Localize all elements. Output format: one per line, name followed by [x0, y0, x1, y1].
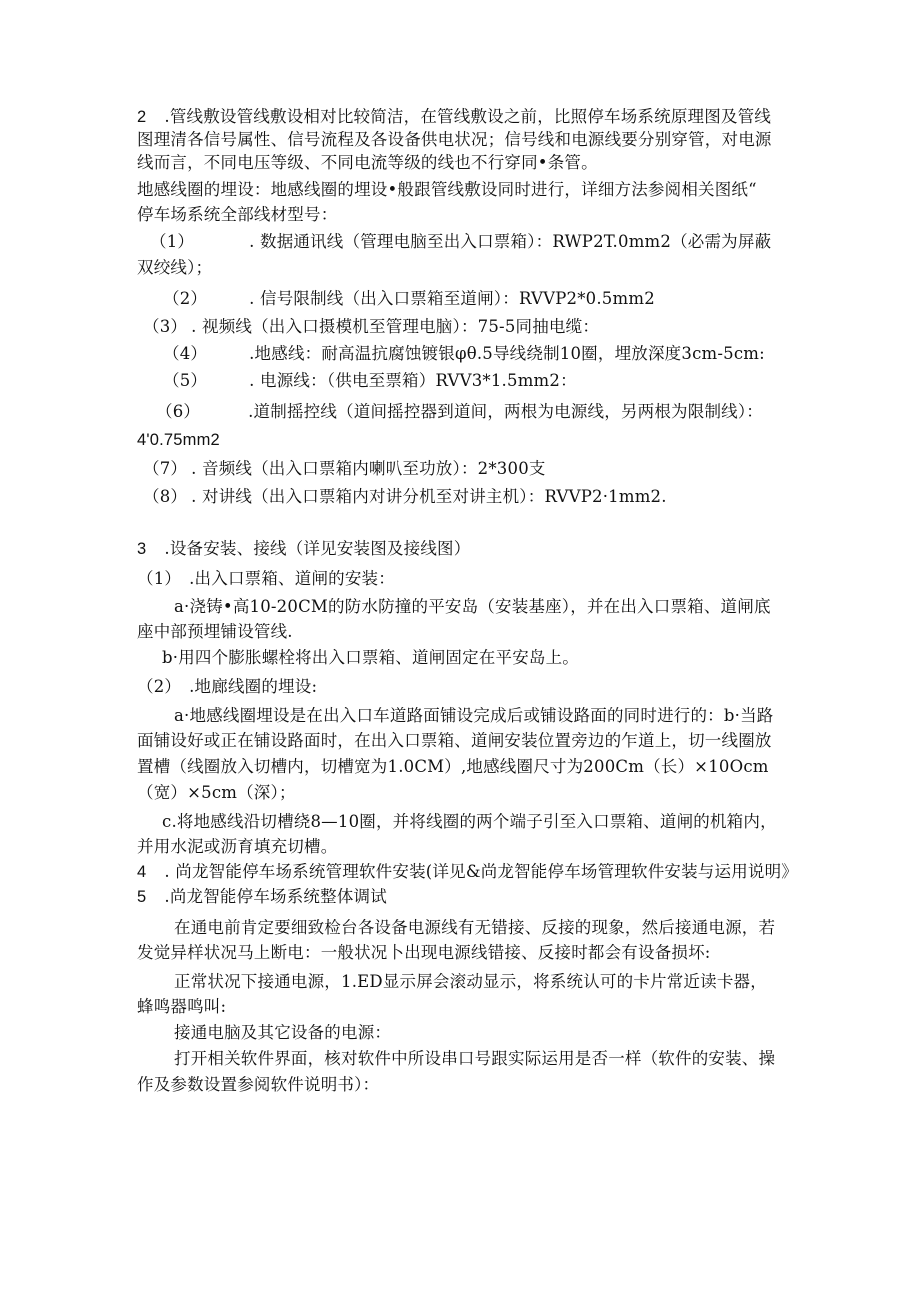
cable-item-5: （5） . 电源线：（供电至票箱）RVV3*1.5mm2：: [163, 371, 577, 390]
paragraph-line: 正常状况下接通电源，1.ED显示屏会滚动显示，将系统认可的卡片常近读卡器，: [174, 972, 767, 991]
paragraph-line: 蜂鸣器鸣叫:: [137, 997, 227, 1016]
section-2-heading: 2 .管线敷设管线敷设相对比较简洁，在管线敷设之前，比照停车场系统原理图及管线: [137, 107, 772, 126]
paragraph-line: 停车场系统全部线材型号：: [137, 205, 338, 224]
paragraph-line: 4'0.75mm2: [137, 431, 220, 449]
cable-item-2: （2） . 信号限制线（出入口票箱至道闸）：RVVP2*0.5mm2: [163, 289, 655, 308]
cable-item-7: （7） . 音频线（出入口票箱内喇叭至功放）：2*300支: [143, 459, 546, 478]
cable-item-3: （3） . 视频线（出入口摄模机至管理电脑）：75-5同抽电缆：: [143, 317, 600, 336]
paragraph-line: 发觉异样状况马上断电：一般状况卜出现电源线错接、反接时都会有设备损坏:: [137, 943, 711, 962]
paragraph-line: （宽）×5cm（深）；: [137, 783, 296, 802]
paragraph-line: 置槽（线圈放入切槽内，切槽宽为1.0CM）,地感线圈尺寸为200Cm（长）×10Ocm: [137, 757, 769, 776]
paragraph-line: 双绞线）；: [137, 258, 213, 277]
paragraph-line: 座中部预埋铺设管线.: [137, 622, 293, 641]
paragraph-line: 地感线圈的埋设：地感线圈的埋设•般跟管线敷设同时进行，详细方法参阅相关图纸“: [137, 180, 757, 199]
cable-item-4: （4） .地感线：耐高温抗腐蚀镀银φθ.5导线绕制10圈，埋放深度3cm-5cm:: [163, 344, 765, 363]
paragraph-line: a·地感线圈埋设是在出入口车道路面铺设完成后或铺设路面的同时进行的：b·当路: [174, 706, 774, 725]
paragraph-line: b·用四个膨胀螺栓将出入口票箱、道闸固定在平安岛上。: [162, 648, 580, 667]
cable-item-8: （8） . 对讲线（出入口票箱内对讲分机至对讲主机）：RVVP2·1mm2.: [143, 487, 667, 506]
section-5-heading: 5 .尚龙智能停车场系统整体调试: [137, 887, 387, 906]
paragraph-line: 在通电前肯定要细致检台各设备电源线有无错接、反接的现象，然后接通电源，若: [174, 918, 776, 937]
subsection-2-heading: （2） .地廊线圈的埋设:: [137, 677, 318, 696]
paragraph-line: 作及参数设置参阅软件说明书）：: [137, 1075, 380, 1094]
subsection-1-heading: （1） .出入口票箱、道闸的安装：: [137, 569, 395, 588]
paragraph-line: 打开相关软件界面，核对软件中所设串口号跟实际运用是否一样（软件的安装、操: [174, 1049, 776, 1068]
paragraph-line: a·浇铸•高10-20CM的防水防撞的平安岛（安装基座），并在出入口票箱、道闸底: [174, 597, 771, 616]
section-3-heading: 3 .设备安装、接线（详见安装图及接线图）: [137, 539, 471, 558]
paragraph-line: 图理清各信号属性、信号流程及各设备供电状况；信号线和电源线要分别穿管，对电源: [137, 130, 772, 149]
paragraph-line: 线而言，不同电压等级、不同电流等级的线也不行穿同•条管。: [137, 153, 598, 172]
section-4-heading: 4 . 尚龙智能停车场系统管理软件安装(详见&尚龙智能停车场管理软件安装与运用说明》: [137, 862, 799, 881]
cable-item-1: （1） . 数据通讯线（管理电脑至出入口票箱）：RWP2T.0mm2（必需为屏蔽: [150, 232, 772, 251]
paragraph-line: 面铺设好或正在铺设路面时，在出入口票箱、道闸安装位置旁边的乍道上，切一线圈放: [137, 731, 772, 750]
paragraph-line: 并用水泥或沥育填充切槽。: [137, 837, 338, 856]
paragraph-line: c.将地感线沿切槽绕8—10圈，并将线圈的两个端子引至入口票箱、道闸的机箱内，: [162, 812, 777, 831]
paragraph-line: 接通电脑及其它设备的电源：: [174, 1023, 392, 1042]
cable-item-6: （6） .道制摇控线（道间摇控器到道间，两根为电源线，另两根为限制线）：: [156, 402, 764, 421]
